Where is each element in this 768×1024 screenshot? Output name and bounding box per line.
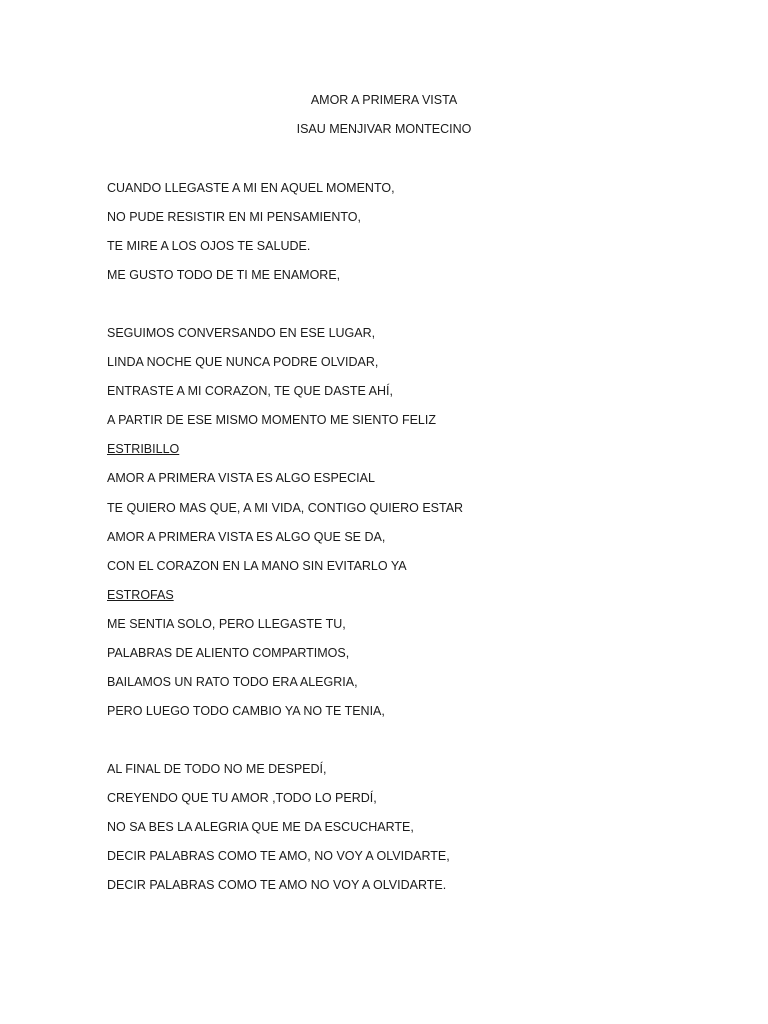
lyric-line-text: AL FINAL DE TODO NO ME DESPEDÍ, <box>107 761 327 776</box>
lyric-line-text: AMOR A PRIMERA VISTA ES ALGO QUE SE DA, <box>107 529 386 544</box>
lyric-line-text: ME SENTIA SOLO, PERO LLEGASTE TU, <box>107 616 346 631</box>
stanza-break <box>107 732 707 761</box>
lyric-line <box>107 325 707 354</box>
lyric-line <box>107 674 707 703</box>
lyric-line-text: A PARTIR DE ESE MISMO MOMENTO ME SIENTO FELIZ <box>107 413 436 428</box>
lyric-line <box>107 877 707 906</box>
document-author: ISAU MENJIVAR MONTECINO <box>296 122 472 136</box>
lyric-line-text: PERO LUEGO TODO CAMBIO YA NO TE TENIA, <box>107 703 385 718</box>
lyric-line <box>107 354 707 383</box>
lyric-line-text: BAILAMOS UN RATO TODO ERA ALEGRIA, <box>107 674 358 689</box>
lyric-line-text: LINDA NOCHE QUE NUNCA PODRE OLVIDAR, <box>107 355 379 370</box>
lyric-line-text: ME GUSTO TODO DE TI ME ENAMORE, <box>107 268 341 283</box>
lyric-line <box>107 529 707 558</box>
lyric-line <box>107 761 707 790</box>
lyric-line <box>107 470 707 499</box>
lyric-line <box>107 412 707 441</box>
lyric-line <box>107 819 707 848</box>
lyric-line-text: NO PUDE RESISTIR EN MI PENSAMIENTO, <box>107 210 361 225</box>
lyric-line <box>107 180 707 209</box>
section-heading-text: ESTROFAS <box>107 587 174 602</box>
lyric-line <box>107 848 707 877</box>
lyric-line-text: CON EL CORAZON EN LA MANO SIN EVITARLO YA <box>107 558 407 573</box>
lyric-line <box>107 209 707 238</box>
lyric-line <box>107 238 707 267</box>
lyric-line <box>107 616 707 645</box>
lyric-line-text: ENTRASTE A MI CORAZON, TE QUE DASTE AHÍ, <box>107 384 393 399</box>
lyric-line <box>107 558 707 587</box>
stanza-break <box>107 296 707 325</box>
section-heading <box>107 587 707 616</box>
lyric-line <box>107 790 707 819</box>
lyric-line <box>107 645 707 674</box>
lyric-line-text: CUANDO LLEGASTE A MI EN AQUEL MOMENTO, <box>107 181 395 195</box>
lyric-line-text: SEGUIMOS CONVERSANDO EN ESE LUGAR, <box>107 326 376 341</box>
lyric-line <box>107 500 707 529</box>
lyrics-body <box>107 180 707 906</box>
section-heading-text: ESTRIBILLO <box>107 442 180 457</box>
lyric-line-text: DECIR PALABRAS COMO TE AMO NO VOY A OLVIDARTE. <box>107 878 447 893</box>
lyric-line-text: TE MIRE A LOS OJOS TE SALUDE. <box>107 239 311 254</box>
lyric-line <box>107 267 707 296</box>
lyric-line-text: PALABRAS DE ALIENTO COMPARTIMOS, <box>107 645 350 660</box>
lyric-line <box>107 383 707 412</box>
lyric-line-text: CREYENDO QUE TU AMOR ,TODO LO PERDÍ, <box>107 790 377 805</box>
section-heading <box>107 441 707 470</box>
document-title: AMOR A PRIMERA VISTA <box>310 93 458 107</box>
lyric-line-text: DECIR PALABRAS COMO TE AMO, NO VOY A OLVIDARTE, <box>107 849 450 864</box>
lyric-line-text: TE QUIERO MAS QUE, A MI VIDA, CONTIGO QUIERO ESTAR <box>107 500 464 515</box>
lyric-line <box>107 703 707 732</box>
lyric-line-text: AMOR A PRIMERA VISTA ES ALGO ESPECIAL <box>107 471 375 486</box>
lyric-line-text: NO SA BES LA ALEGRIA QUE ME DA ESCUCHARTE, <box>107 820 414 835</box>
